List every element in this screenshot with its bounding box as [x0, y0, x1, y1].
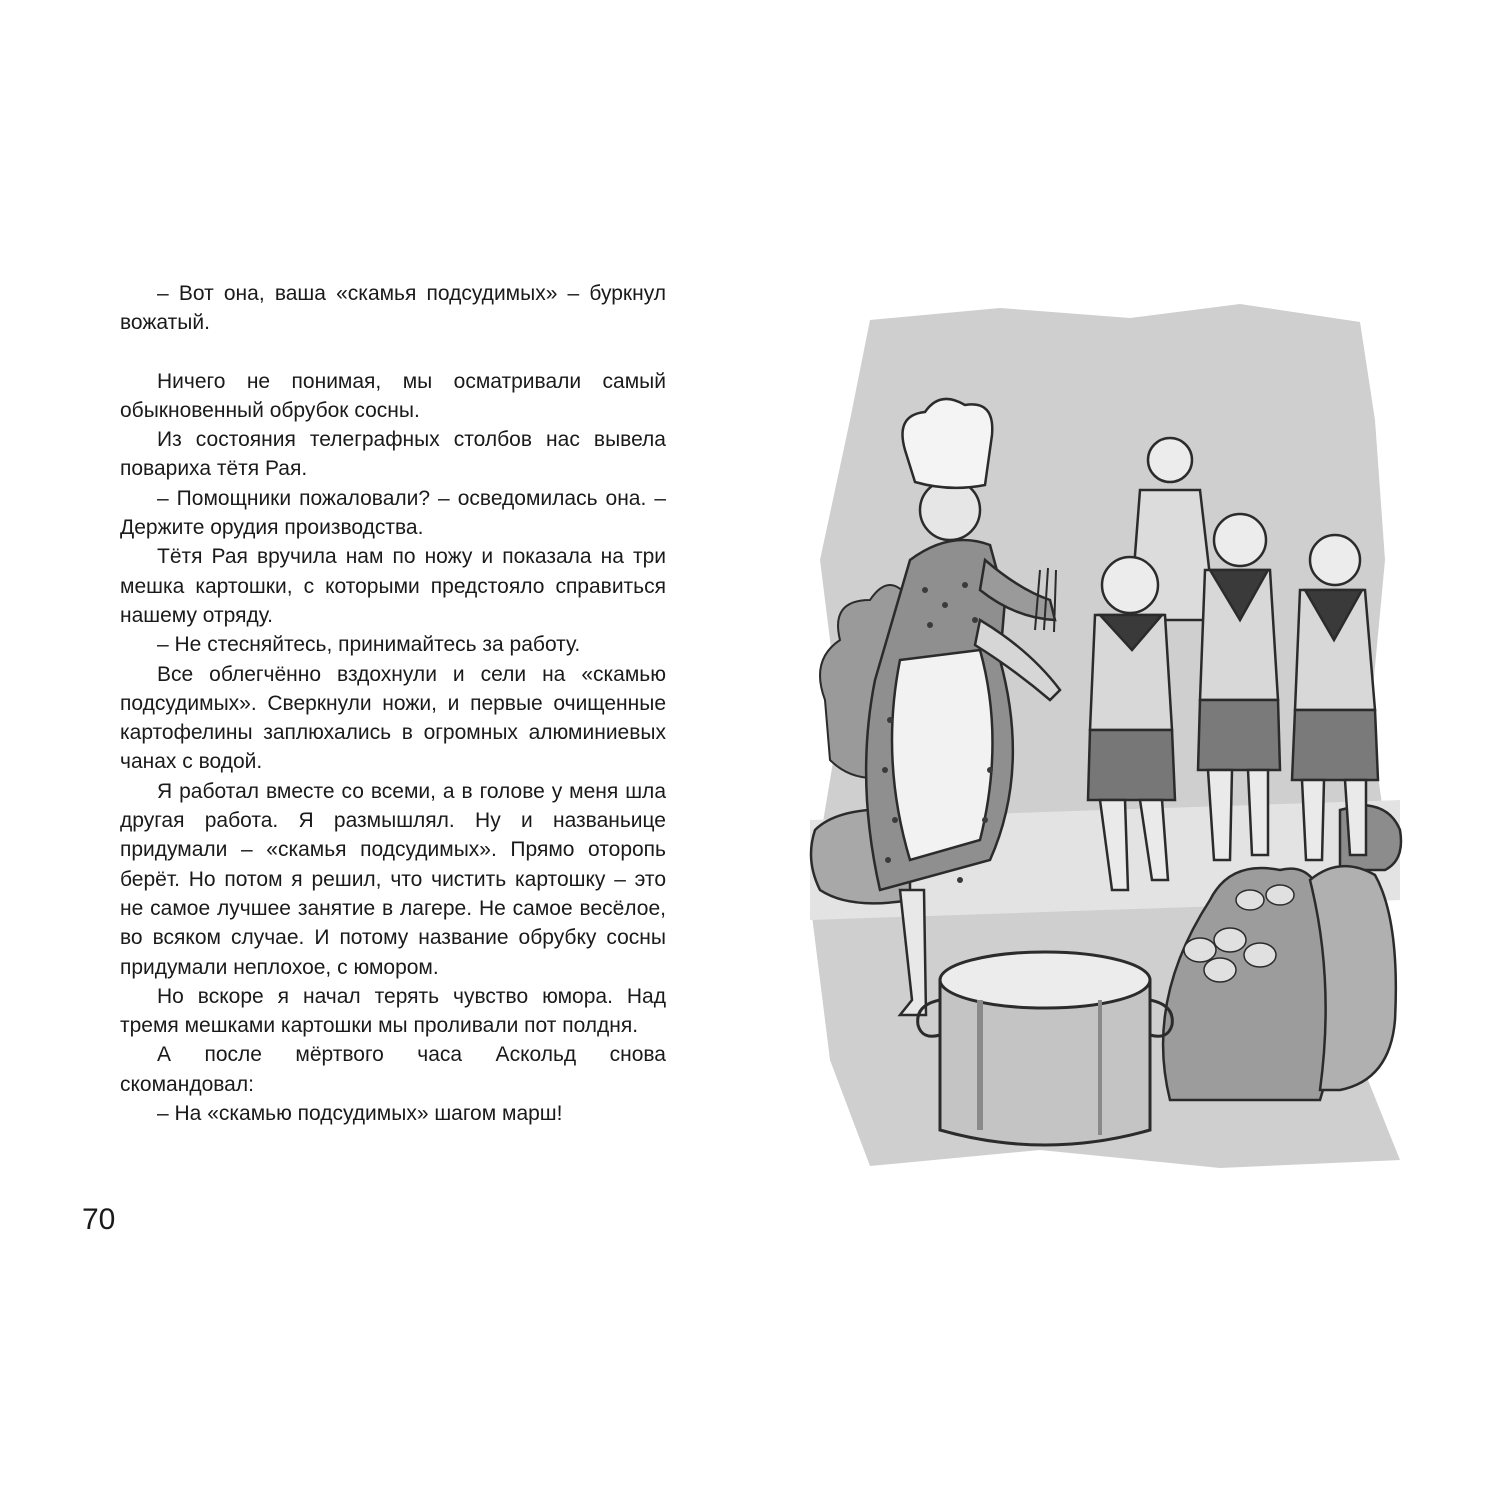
- cook-and-pioneers-illustration: [800, 300, 1420, 1180]
- text-column: [120, 279, 666, 1128]
- paragraph: А после мёртвого часа Аскольд снова скомандовал:: [120, 1043, 666, 1096]
- paragraph: Я работал вместе со всеми, а в голове у меня шла другая работа. Я размышлял. Ну и названьице придумали – «скамья подсудимых». Прямо оторопь берёт. Но потом я решил, что чистить картошку – это не самое лучшее занятие в лагере. Не самое весёлое, во всяком случае. И потому название обрубку сосны придумали неплохое, с юмором.: [120, 779, 666, 979]
- paragraph: Из состояния телеграфных столбов нас вывела повариха тётя Рая.: [120, 428, 666, 481]
- paragraph: Но вскоре я начал терять чувство юмора. Над тремя мешками картошки мы проливали пот полдня.: [120, 984, 666, 1038]
- paragraph: – Помощники пожаловали? – осведомилась она. – Держите орудия производства.: [120, 486, 666, 540]
- paragraph: Все облегчённо вздохнули и сели на «скамью подсудимых». Сверкнули ножи, и первые очищенные картофелины заплюхались в огромных алюминиевых чанах с водой.: [120, 662, 666, 774]
- paragraph: Ничего не понимая, мы осматривали самый обыкновенный обрубок сосны.: [120, 369, 666, 422]
- paragraph: Тётя Рая вручила нам по ножу и показала на три мешка картошки, с которыми предстояло справиться нашему отряду.: [120, 545, 666, 627]
- cook-apron: [892, 650, 993, 860]
- paragraph: – Вот она, ваша «скамья подсудимых» – буркнул вожатый.: [120, 282, 666, 335]
- paragraph: – Не стесняйтесь, принимайтесь за работу.: [157, 633, 581, 657]
- paragraph: – На «скамью подсудимых» шагом марш!: [157, 1102, 563, 1126]
- page-number: 70: [82, 1203, 116, 1236]
